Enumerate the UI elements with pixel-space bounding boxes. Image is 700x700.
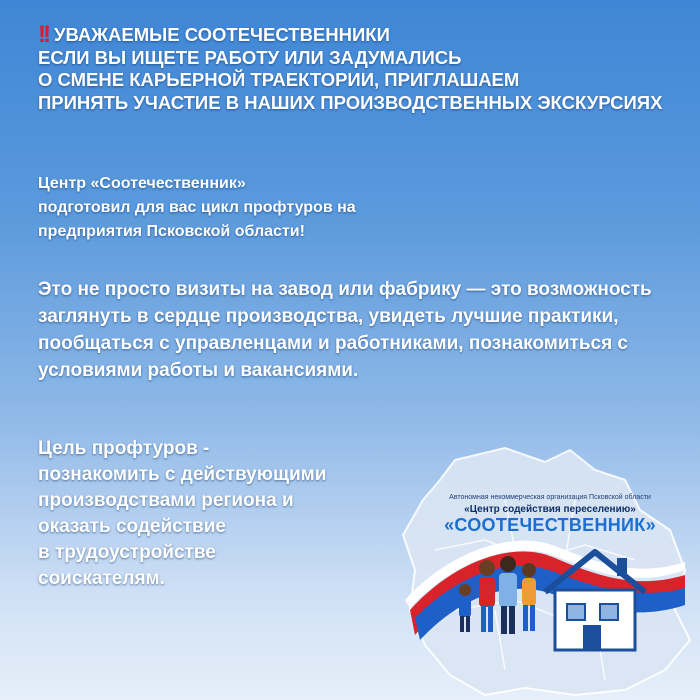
paragraph-line-1: Это не просто визиты на завод или фабрику — это возможность bbox=[38, 279, 652, 300]
intro-line-3: предприятия Псковской области! bbox=[38, 223, 305, 240]
logo-org-text: Автономная некоммерческая организация Псковской области bbox=[449, 494, 651, 501]
heading-line-4: ПРИНЯТЬ УЧАСТИЕ В НАШИХ ПРОИЗВОДСТВЕННЫХ ЭКСКУРСИЯХ bbox=[38, 91, 663, 113]
organization-logo bbox=[395, 440, 695, 700]
goal-line-2: познакомить с действующими bbox=[38, 464, 327, 485]
heading-line-1 bbox=[38, 21, 698, 48]
goal-line-6: соискателям. bbox=[38, 568, 165, 589]
heading-line-1-text: УВАЖАЕМЫЕ СООТЕЧЕСТВЕННИКИ bbox=[53, 24, 390, 45]
goal-line-4: оказать содействие bbox=[38, 516, 226, 537]
logo-center-text: «Центр содействия переселению» bbox=[464, 504, 636, 515]
goal-text bbox=[38, 436, 326, 592]
logo-name-text: «СООТЕЧЕСТВЕННИК» bbox=[444, 515, 656, 535]
double-exclamation-icon: !! bbox=[38, 21, 48, 48]
intro-line-1: Центр «Соотечественник» bbox=[38, 175, 246, 192]
goal-line-5: в трудоустройстве bbox=[38, 542, 216, 563]
intro-text bbox=[38, 172, 356, 244]
paragraph-line-4: условиями работы и вакансиями. bbox=[38, 360, 359, 381]
paragraph-line-2: заглянуть в сердце производства, увидеть лучшие практики, bbox=[38, 306, 619, 327]
heading-line-2: ЕСЛИ ВЫ ИЩЕТЕ РАБОТУ ИЛИ ЗАДУМАЛИСЬ bbox=[38, 46, 462, 68]
heading bbox=[38, 21, 698, 114]
description-paragraph bbox=[38, 276, 652, 384]
intro-line-2: подготовил для вас цикл профтуров на bbox=[38, 199, 356, 216]
paragraph-line-3: пообщаться с управленцами и работниками, познакомиться с bbox=[38, 333, 629, 354]
goal-line-3: производствами региона и bbox=[38, 490, 294, 511]
heading-line-3: О СМЕНЕ КАРЬЕРНОЙ ТРАЕКТОРИИ, ПРИГЛАШАЕМ bbox=[38, 69, 520, 90]
goal-line-1: Цель профтуров - bbox=[38, 438, 210, 459]
